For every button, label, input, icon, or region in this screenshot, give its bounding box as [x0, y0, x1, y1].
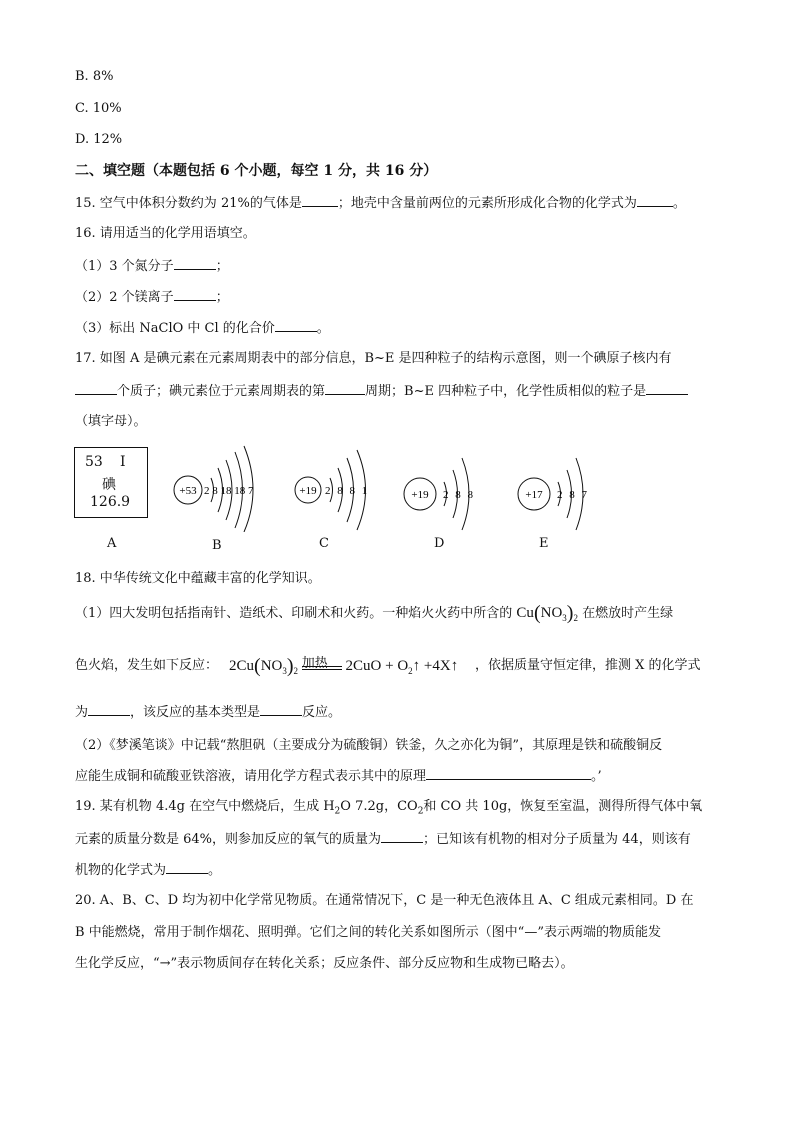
element-name: 碘 — [102, 477, 116, 493]
answer-blank[interactable] — [302, 194, 338, 207]
electron-config: 2 8 8 1 — [325, 485, 368, 497]
q19-text-2a: 元素的质量分数是 64%，则参加反应的氧气的质量为 — [75, 832, 382, 847]
q19-text-1c: 和 CO 共 10g，恢复至室温，测得所得气体中氧 — [423, 799, 703, 814]
answer-blank[interactable] — [174, 257, 216, 270]
question-17-line1: 17. 如图 A 是碘元素在元素周期表中的部分信息，B~E 是四种粒子的结构示意图，则一个碘原子核内有 — [75, 351, 672, 366]
question-18-2-line1: （2）《梦溪笔谈》中记载“熬胆矾（主要成分为硫酸铜）铁釜，久之亦化为铜”，其原理是铁和硫酸铜反 — [75, 738, 663, 753]
question-18-1-line1 — [75, 604, 673, 627]
element-symbol: I — [120, 454, 126, 470]
q18-1-text-f: ，该反应的基本类型是 — [130, 705, 261, 720]
answer-blank[interactable] — [325, 382, 365, 395]
answer-blank[interactable] — [646, 382, 688, 395]
answer-blank[interactable] — [381, 830, 423, 843]
q19-text-3a: 机物的化学式为 — [75, 863, 167, 878]
question-20-line3: 生化学反应，“→”表示物质间存在转化关系；反应条件、部分反应物和生成物已略去）。 — [75, 956, 574, 971]
label-d: D — [434, 536, 445, 551]
label-e: E — [539, 536, 549, 551]
question-19-line3 — [75, 861, 221, 880]
question-20-line1: 20. A、B、C、D 均为初中化学常见物质。在通常情况下，C 是一种无色液体且 A、C 组成元素相同。D 在 — [75, 893, 694, 908]
answer-blank[interactable] — [637, 194, 673, 207]
answer-blank[interactable] — [426, 767, 591, 780]
q18-2-text-c: 。’ — [591, 769, 602, 784]
q15-text-3: 。 — [672, 196, 686, 211]
answer-blank[interactable] — [275, 319, 317, 332]
reaction-equation: $2Cu(NO_3)_2$ 加热 $2CuO + O_2↑$ +4X↑ — [229, 655, 459, 677]
q19-text-2b: ；已知该有机物的相对分子质量为 44，则该有 — [423, 832, 691, 847]
question-18-2-line2 — [75, 767, 602, 786]
nucleus-charge: +17 — [525, 489, 543, 501]
nucleus-charge: +19 — [299, 485, 317, 497]
nucleus-charge: +19 — [411, 489, 429, 501]
atom-diagram-d — [398, 442, 483, 532]
question-15 — [75, 194, 686, 213]
q16-3-end: 。 — [316, 321, 330, 336]
periodic-element-card — [74, 447, 148, 518]
option-c: C. 10% — [75, 101, 122, 116]
question-16-2 — [75, 288, 229, 307]
electron-config: 2 8 8 — [443, 489, 473, 501]
q15-text-2: ；地壳中含量前两位的元素所形成化合物的化学式为 — [337, 196, 637, 211]
formula-cu-nitrate: $Cu(NO_3)_2$ — [516, 602, 578, 624]
question-17-line3: （填字母）。 — [75, 414, 147, 429]
q18-1-text-e: 为 — [75, 705, 89, 720]
label-a: A — [107, 536, 117, 551]
q16-3-text: （3）标出 NaClO 中 Cl 的化合价 — [75, 321, 275, 336]
question-19-line2 — [75, 830, 691, 849]
atom-diagram-e — [510, 442, 595, 532]
q19-text-1a: 19. 某有机物 4.4g 在空气中燃烧后，生成 H — [75, 799, 335, 814]
q19-text-3b: 。 — [208, 863, 222, 878]
question-16-3 — [75, 319, 330, 338]
q18-2-text-b: 应能生成铜和硫酸亚铁溶液，请用化学方程式表示其中的原理 — [75, 769, 427, 784]
atomic-number: 53 — [85, 454, 103, 470]
electron-config: 2 8 7 — [557, 489, 587, 501]
q18-1-text-a: （1）四大发明包括指南针、造纸术、印刷术和火药。一种焰火火药中所含的 — [75, 606, 513, 621]
q18-1-text-b: 在燃放时产生绿 — [582, 606, 674, 621]
q18-1-text-g: 反应。 — [302, 705, 342, 720]
question-18-1-line2 — [75, 657, 218, 675]
q17-text-2b: 周期；B~E 四种粒子中，化学性质相似的粒子是 — [365, 384, 647, 399]
option-b: B. 8% — [75, 69, 114, 84]
section-title: 二、填空题（本题包括 6 个小题，每空 1 分，共 16 分） — [75, 163, 438, 179]
q16-1-semi: ； — [215, 259, 229, 274]
question-16-1 — [75, 257, 229, 276]
q19-text-1b: O 7.2g，CO — [340, 799, 418, 814]
q18-1-text-c: 色火焰，发生如下反应： — [75, 658, 219, 673]
question-17-line2 — [75, 382, 688, 401]
atom-diagram-b — [170, 442, 270, 532]
q15-text-1: 15. 空气中体积分数约为 21%的气体是 — [75, 196, 302, 211]
atomic-mass: 126.9 — [90, 494, 131, 510]
q16-2-text: （2）2 个镁离子 — [75, 290, 174, 305]
electron-config: 2 8 18 18 7 — [204, 485, 254, 497]
q17-text-2a: 个质子；碘元素位于元素周期表的第 — [117, 384, 326, 399]
answer-blank[interactable] — [88, 703, 130, 716]
label-b: B — [212, 538, 222, 553]
answer-blank[interactable] — [166, 861, 208, 874]
q16-1-text: （1）3 个氮分子 — [75, 259, 174, 274]
question-19-line1: 19. 某有机物 4.4g 在空气中燃烧后，生成 $H_2O$ 7.2g，$CO_2$和 CO 共 10g，恢复至室温，测得所得气体中氧 — [75, 799, 703, 817]
answer-blank[interactable] — [75, 382, 117, 395]
q18-1-text-d: ，依据质量守恒定律，推测 X 的化学式 — [475, 658, 701, 673]
question-18-stem: 18. 中华传统文化中蕴藏丰富的化学知识。 — [75, 571, 321, 586]
nucleus-charge: +53 — [179, 485, 197, 497]
option-d: D. 12% — [75, 132, 123, 147]
atom-diagram-c — [290, 442, 380, 532]
question-18-1-line3 — [75, 703, 341, 722]
q16-2-semi: ； — [215, 290, 229, 305]
label-c: C — [319, 536, 329, 551]
answer-blank[interactable] — [174, 288, 216, 301]
question-16-stem: 16. 请用适当的化学用语填空。 — [75, 226, 256, 241]
answer-blank[interactable] — [260, 703, 302, 716]
question-20-line2: B 中能燃烧，常用于制作烟花、照明弹。它们之间的转化关系如图所示（图中“—”表示两端的物质能发 — [75, 925, 661, 940]
